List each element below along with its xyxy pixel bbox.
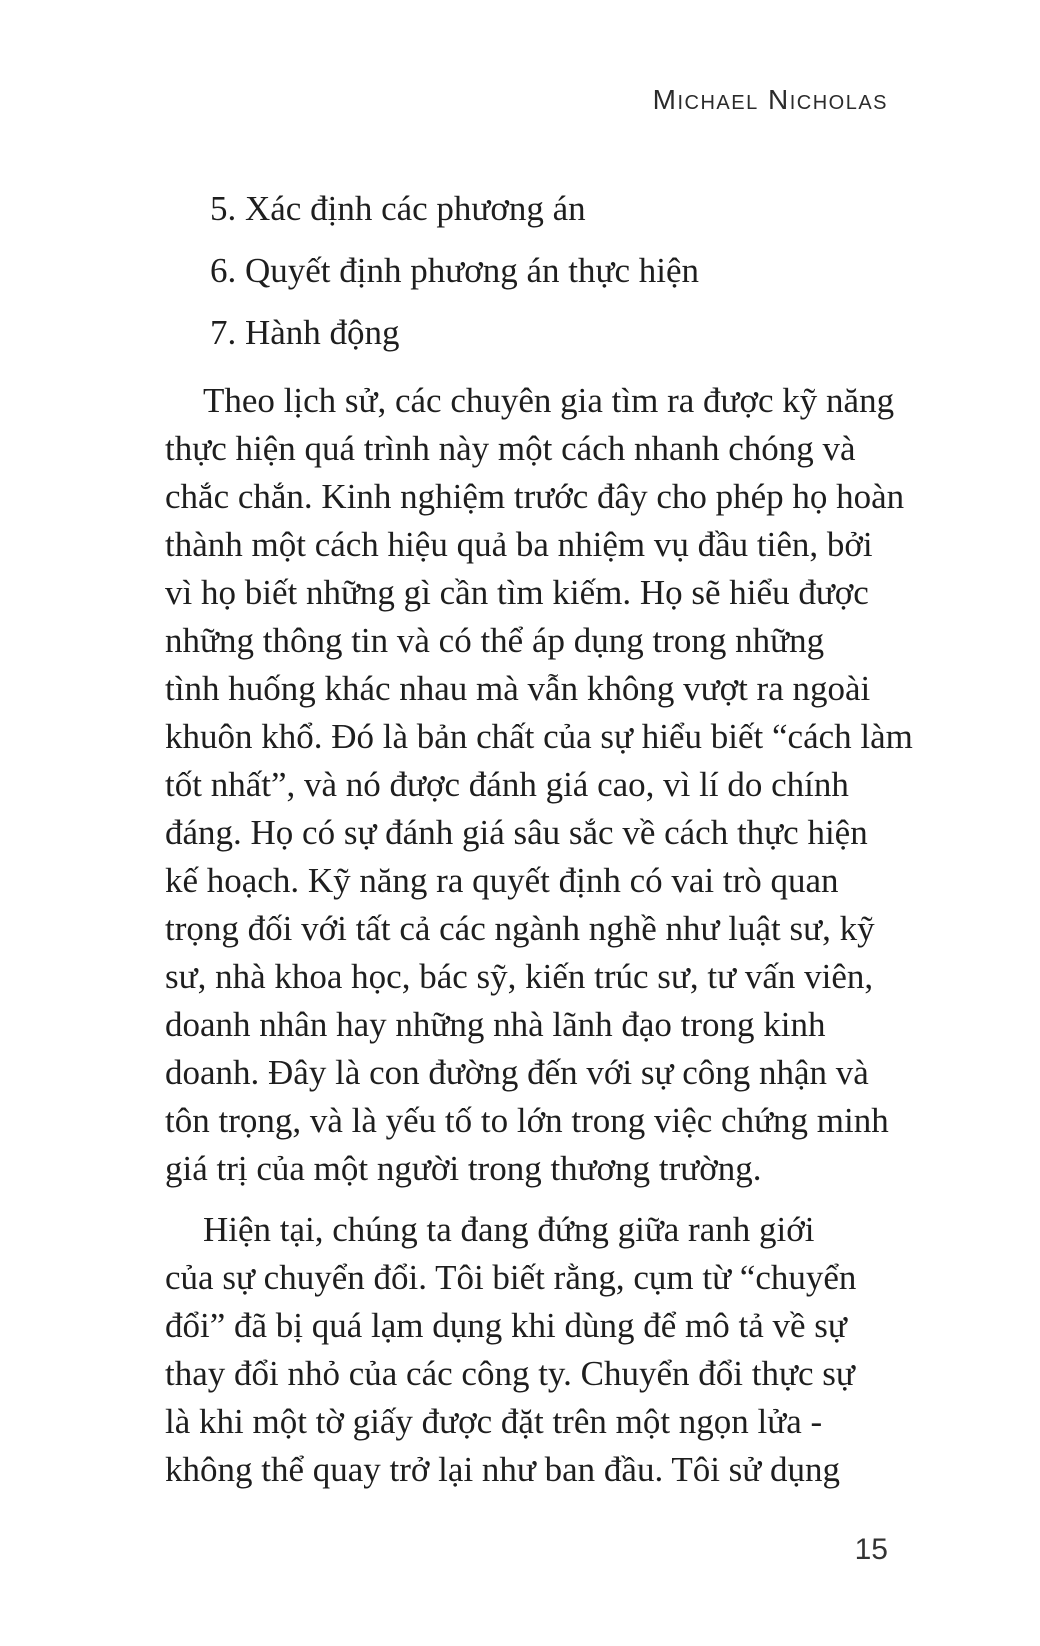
list-item: 6. Quyết định phương án thực hiện bbox=[210, 251, 700, 290]
text-line-content: tốt nhất”, và nó được đánh giá cao, vì lí do chính bbox=[165, 765, 849, 804]
text-line bbox=[165, 425, 888, 473]
text-line bbox=[165, 521, 888, 569]
text-line bbox=[165, 1398, 888, 1446]
page-content bbox=[165, 0, 913, 1566]
text-line-content: không thể quay trở lại như ban đầu. Tôi sử dụng bbox=[165, 1450, 841, 1489]
text-line-content: những thông tin và có thể áp dụng trong những bbox=[165, 621, 825, 660]
text-line-content: Hiện tại, chúng ta đang đứng giữa ranh giới bbox=[203, 1210, 815, 1249]
text-line bbox=[165, 473, 905, 521]
text-line bbox=[165, 1206, 888, 1254]
text-line-content: của sự chuyển đổi. Tôi biết rằng, cụm từ “chuyển bbox=[165, 1258, 857, 1297]
text-line-content: trọng đối với tất cả các ngành nghề như luật sư, kỹ bbox=[165, 909, 875, 948]
text-line bbox=[165, 1446, 888, 1494]
text-line bbox=[165, 1302, 888, 1350]
page-footer bbox=[165, 1534, 888, 1566]
page-number: 15 bbox=[854, 1533, 888, 1566]
text-line bbox=[165, 857, 888, 905]
text-line bbox=[165, 569, 888, 617]
text-line-content: Theo lịch sử, các chuyên gia tìm ra được kỹ năng bbox=[203, 381, 895, 420]
text-line-content: doanh. Đây là con đường đến với sự công nhận và bbox=[165, 1053, 869, 1092]
text-line-content: là khi một tờ giấy được đặt trên một ngọn lửa - bbox=[165, 1402, 823, 1441]
text-line-content: kế hoạch. Kỹ năng ra quyết định có vai trò quan bbox=[165, 861, 839, 900]
text-line bbox=[165, 1097, 888, 1145]
text-line-content: khuôn khổ. Đó là bản chất của sự hiểu biết “cách làm bbox=[165, 717, 913, 756]
numbered-list bbox=[165, 185, 888, 357]
text-line-content: chắc chắn. Kinh nghiệm trước đây cho phép họ hoàn bbox=[165, 477, 905, 516]
text-line-content: thay đổi nhỏ của các công ty. Chuyển đổi thực sự bbox=[165, 1354, 855, 1393]
paragraph bbox=[165, 377, 913, 1193]
text-line bbox=[165, 761, 888, 809]
text-line bbox=[165, 1350, 888, 1398]
text-line-content: vì họ biết những gì cần tìm kiếm. Họ sẽ hiểu được bbox=[165, 573, 869, 612]
text-line-content: đổi” đã bị quá lạm dụng khi dùng để mô tả về sự bbox=[165, 1306, 847, 1345]
text-line-content: thành một cách hiệu quả ba nhiệm vụ đầu tiên, bởi bbox=[165, 525, 873, 564]
text-line bbox=[165, 1145, 888, 1193]
text-line-content: tôn trọng, và là yếu tố to lớn trong việc chứng minh bbox=[165, 1101, 889, 1140]
text-line bbox=[165, 713, 913, 761]
list-item: 5. Xác định các phương án bbox=[210, 189, 586, 228]
text-line bbox=[165, 905, 888, 953]
text-line bbox=[165, 617, 888, 665]
text-line-content: tình huống khác nhau mà vẫn không vượt ra ngoài bbox=[165, 669, 871, 708]
text-line-content: sư, nhà khoa học, bác sỹ, kiến trúc sư, tư vấn viên, bbox=[165, 957, 874, 996]
text-line-content: doanh nhân hay những nhà lãnh đạo trong kinh bbox=[165, 1005, 826, 1044]
text-line bbox=[165, 809, 888, 857]
paragraphs bbox=[165, 377, 913, 1494]
text-line bbox=[165, 953, 888, 1001]
text-line bbox=[165, 1001, 888, 1049]
author-name: Michael Nicholas bbox=[652, 84, 888, 115]
running-header bbox=[165, 86, 888, 114]
text-line-content: đáng. Họ có sự đánh giá sâu sắc về cách thực hiện bbox=[165, 813, 868, 852]
text-line-content: giá trị của một người trong thương trường. bbox=[165, 1149, 762, 1188]
paragraph bbox=[165, 1206, 888, 1494]
text-line bbox=[165, 1049, 888, 1097]
text-line-content: thực hiện quá trình này một cách nhanh chóng và bbox=[165, 429, 856, 468]
list-item: 7. Hành động bbox=[210, 313, 400, 352]
text-line bbox=[165, 377, 895, 425]
text-line bbox=[165, 1254, 888, 1302]
text-line bbox=[165, 665, 888, 713]
